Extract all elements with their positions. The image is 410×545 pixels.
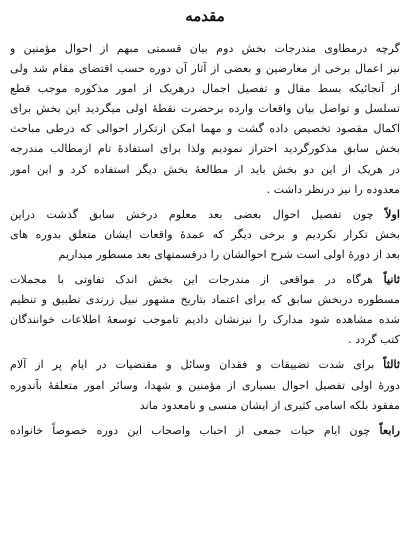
line-text: چون تفصیل احوال بعضی بعد معلوم درخش سابق گذشت دراین	[10, 207, 374, 221]
text-line: بعد از دورهٔ اولی است شرح احوالشان را درقسمتهای بعد مسطور میداریم	[58, 247, 400, 261]
paragraph-lead: ثالثاً	[383, 357, 400, 372]
second-point-paragraph	[10, 269, 400, 350]
text-line: شده مشاهده شود مدارک را نیزنشان دادیم تاموجب توسعهٔ اطلاعات خوانندگان	[10, 313, 400, 327]
line-text: برای شدت تضییقات و فقدان وسائل و مقتضیات در ایام پر از آلام	[10, 358, 375, 372]
text-line	[10, 354, 400, 375]
text-line: بخش تکرار نکردیم و برخی دیگر که عمدهٔ واقعات ایشان متعلق بدوره های	[10, 227, 400, 241]
text-line	[10, 269, 400, 290]
text-line: مسطوره دربخش سابق که برای اعتماد بتاریخ مشهور نبیل زرندی تطبیق و تنظیم	[10, 293, 400, 307]
text-line: دورهٔ اولی تفصیل احوال بسیاری از مؤمنین و شهدا، وسائر امور متعلقهٔ بآندوره	[10, 378, 400, 392]
text-line: کتب گردد .	[348, 333, 400, 347]
third-point-paragraph	[10, 354, 400, 415]
text-line: معدوده را نیز درنظر داشت .	[266, 182, 400, 196]
text-line: مفقود بلکه اسامی کثیری از ایشان منسی و نامعدود ماند	[139, 398, 400, 412]
text-line: گرچه درمطاوی مندرجات بخش دوم بیان قسمتی مبهم از احوال مؤمنین و	[10, 42, 400, 55]
text-line: بخش سابق مذکورگردید احتراز نمودیم ولذا برای استفادهٔ تام ازمطالب مندرجه	[10, 142, 400, 156]
line-text: چون ایام حیات جمعی از احباب واصحاب این دوره خصوصاً خانواده	[10, 423, 371, 437]
first-point-paragraph	[10, 204, 400, 265]
page-title: مقدمه	[185, 7, 225, 25]
line-text: هرگاه در مواقعی از مندرجات این بخش اندک تفاوتی با مجملات	[10, 273, 373, 287]
paragraph-lead: ثانیاً	[383, 272, 400, 287]
fourth-point-paragraph	[10, 420, 400, 441]
text-line: تسلسل و تواصل بیان واقعات وارده برحضرت نقطهٔ اولی میگردید این بخش برای	[10, 102, 400, 116]
text-line	[10, 204, 400, 225]
text-line: نیز اعمال برخی از معارضین و بعضی از آثار آن دوره حسب اقتضای مقام شد ولی	[10, 62, 400, 76]
paragraph-lead: رابعاً	[379, 422, 400, 437]
text-line	[10, 420, 400, 441]
text-line: اکمال مقصود تخصیص داده گشت و مهما امکن ازتکرار احوالی که درطی مباحث	[10, 122, 400, 136]
text-line: در هریک از این دو بخش باید از مطالعهٔ بخش دیگر استفاده کرد و این امور	[10, 162, 400, 176]
paragraph-lead: اولاً	[385, 206, 400, 221]
text-line: از آنجائیکه بسط مقال و تفصیل اجمال درهریک از امور مذکوره موجب قطع	[10, 82, 400, 96]
intro-paragraph	[10, 39, 400, 200]
